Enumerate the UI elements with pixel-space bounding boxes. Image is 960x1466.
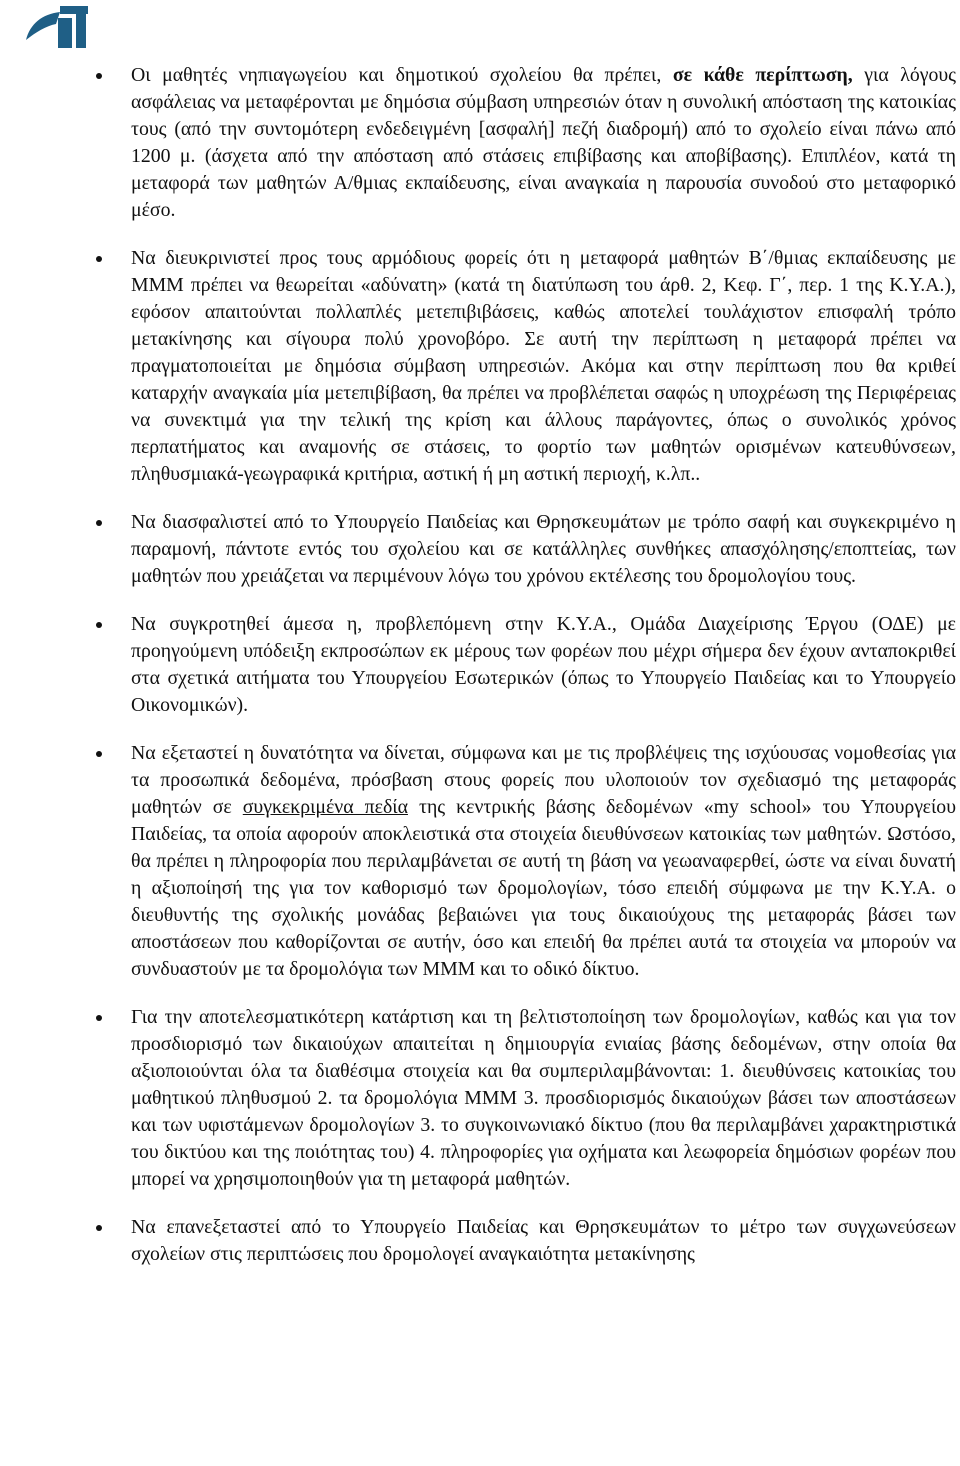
- list-item: [0, 611, 960, 719]
- list-item: [0, 509, 960, 590]
- document-body: [0, 62, 960, 1289]
- bullet-icon: [96, 622, 102, 628]
- bullet-icon: [96, 73, 102, 79]
- logo-bar-stem: [76, 6, 86, 48]
- item-text: Για την αποτελεσματικότερη κατάρτιση και τη βελτιστοποίηση των δρομολογίων, καθώς και για τον προσδιορισμό των δικαιούχων απαιτείται η δημιουργία ενιαίας βάσης δεδομένων, στην οποία θα αξιοποιούνται όλα τα διαθέσιμα στοιχεία και θα συμπεριλαμβάνονται: 1. διευθύνσεις κατοικίας του μαθητικού πληθυσμού 2. τα δρομολόγια ΜΜΜ 3. προσδιορισμός δικαιούχων βάσει των αποστάσεων και των υφιστάμενων δρομολογίων 3. το συγκοινωνιακό δίκτυο (που θα περιλαμβάνει χαρακτηριστικά του δικτύου και της ποιότητας του) 4. πληροφορίες για οχήματα και λεωφορεία δημόσιων φορέων που μπορεί να χρησιμοποιηθούν για τη μεταφορά μαθητών.: [131, 1006, 956, 1190]
- bullet-list: [0, 62, 960, 1268]
- logo-bar-mid: [58, 18, 72, 48]
- item-text: Οι μαθητές νηπιαγωγείου και δημοτικού σχολείου θα πρέπει,: [131, 64, 673, 86]
- item-text-cont: της κεντρικής βάσης δεδομένων «my school» του Υπουργείου Παιδείας, τα οποία αφορούν αποκλειστικά στα στοιχεία διευθύνσεων κατοικίας των μαθητών. Ωστόσο, θα πρέπει η πληροφορία που περιλαμβάνεται σε αυτή τη βάση να γεωαναφερθεί, ώστε να είναι δυνατή η αξιοποίησή της για τον καθορισμό των δρομολογίων, τόσο επειδή σύμφωνα με την Κ.Υ.Α. ο διευθυντής της σχολικής μονάδας βεβαιώνει για τους δικαιούχους της μεταφοράς βάσει των αποστάσεων που καθορίζονται σε αυτήν, όσο και επειδή θα πρέπει αυτά τα στοιχεία να μπορούν να συνδυαστούν με τα δρομολόγια των ΜΜΜ και το οδικό δίκτυο.: [131, 796, 956, 980]
- item-text-cont: για λόγους ασφάλειας να μεταφέρονται με δημόσια σύμβαση υπηρεσιών όταν η συνολική απόσταση της κατοικίας τους (από την συντομότερη ενδεδειγμένη [ασφαλή] πεζή διαδρομή) από το σχολείο είναι πάνω από 1200 μ. (άσχετα από την απόσταση από στάσεις επιβίβασης και αποβίβασης). Επιπλέον, κατά τη μεταφορά των μαθητών Α/θμιας εκπαίδευσης, είναι αναγκαία η παρουσία συνοδού στο μεταφορικό μέσο.: [131, 64, 956, 221]
- list-item: [0, 62, 960, 224]
- item-text: Να επανεξεταστεί από το Υπουργείο Παιδείας και Θρησκευμάτων το μέτρο των συγχωνεύσεων σχολείων στις περιπτώσεις που δρομολογεί αναγκαιότητα μετακίνησης: [131, 1216, 956, 1265]
- list-item: [0, 245, 960, 488]
- item-underlined-text: συγκεκριμένα πεδία: [242, 796, 408, 818]
- item-text: Να συγκροτηθεί άμεσα η, προβλεπόμενη στην Κ.Υ.Α., Ομάδα Διαχείρισης Έργου (ΟΔΕ) με προηγούμενη υπόδειξη εκπροσώπων εκ μέρους των φορέων που μέχρι σήμερα δεν έχουν ανταποκριθεί στα σχετικά αιτήματα του Υπουργείου Εσωτερικών (όπως το Υπουργείο Παιδείας και το Υπουργείο Οικονομικών).: [131, 613, 956, 716]
- item-text: Να διευκρινιστεί προς τους αρμόδιους φορείς ότι η μεταφορά μαθητών Β΄/θμιας εκπαίδευσης με ΜΜΜ πρέπει να θεωρείται «αδύνατη» (κατά τη διατύπωση του άρθ. 2, Κεφ. Γ΄, περ. 1 της Κ.Υ.Α.), εφόσον απαιτούνται πολλαπλές μετεπιβιβάσεις, καθώς αποτελεί τουλάχιστον επισφαλή τρόπο μετακίνησης και σίγουρα πολύ χρονοβόρο. Σε αυτή την περίπτωση η μεταφορά πρέπει να πραγματοποιείται με δημόσια σύμβαση υπηρεσιών. Ακόμα και στην περίπτωση που θα κριθεί καταρχήν αναγκαία μία μετεπιβίβαση, θα πρέπει να προβλέπεται σαφώς η υποχρέωση της Περιφέρειας να συνεκτιμά για την τελική της κρίση και άλλους παράγοντες, όπως ο συνολικός χρόνος περπατήματος και αναμονής σε στάσεις, το φορτίο των μαθητών ορισμένων κατευθύνσεων, πληθυσμιακά-γεωγραφικά κριτήρια, αστική ή μη αστική περιοχή, κ.λπ..: [131, 247, 956, 485]
- item-bold-text: σε κάθε περίπτωση,: [672, 64, 853, 86]
- bullet-icon: [96, 1015, 102, 1021]
- list-item: [0, 1004, 960, 1193]
- list-item: [0, 1214, 960, 1268]
- bullet-icon: [96, 1225, 102, 1231]
- bullet-icon: [96, 520, 102, 526]
- bullet-icon: [96, 256, 102, 262]
- logo-mark-icon: [22, 2, 92, 50]
- logo-swoosh: [26, 12, 60, 40]
- item-text: Να εξεταστεί η δυνατότητα να δίνεται, σύμφωνα και με τις προβλέψεις της ισχύουσας νομοθεσίας για τα προσωπικά δεδομένα, πρόσβαση στους φορείς που υλοποιούν τον σχεδιασμό της μεταφοράς μαθητών σε: [131, 742, 956, 818]
- item-text: Να διασφαλιστεί από το Υπουργείο Παιδείας και Θρησκευμάτων με τρόπο σαφή και συγκεκριμένο η παραμονή, πάντοτε εντός του σχολείου και σε κατάλληλες συνθήκες απασχόλησης/εποπτείας, των μαθητών που χρειάζεται να περιμένουν λόγω του χρόνου εκτέλεσης του δρομολογίου τους.: [131, 511, 956, 587]
- bullet-icon: [96, 751, 102, 757]
- list-item: [0, 740, 960, 983]
